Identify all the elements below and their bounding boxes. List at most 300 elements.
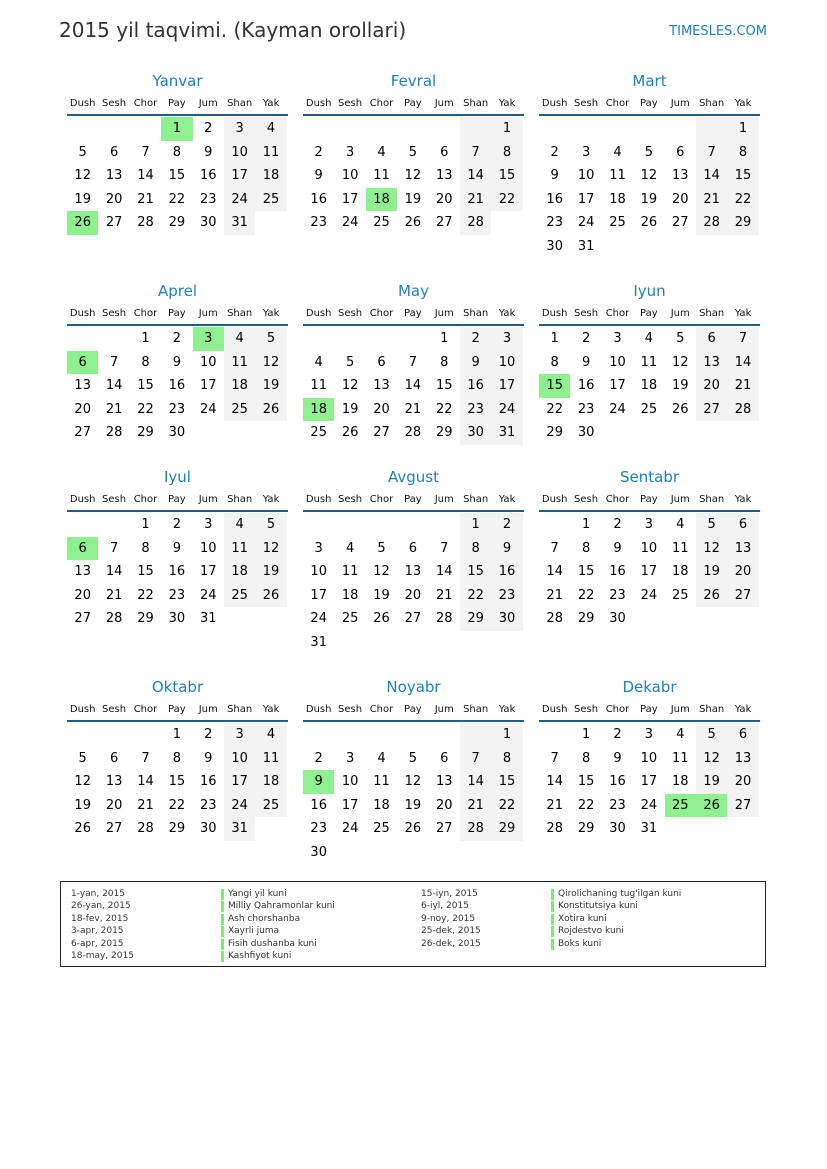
holiday-name: Ash chorshanba — [221, 913, 335, 925]
day-cell: 11 — [224, 537, 255, 561]
header-rule — [67, 324, 288, 326]
month-fevral — [303, 70, 524, 235]
day-cell: 26 — [696, 584, 727, 608]
day-cell: 10 — [640, 750, 658, 766]
day-cell: 18 — [373, 797, 390, 813]
empty-cell — [193, 421, 224, 445]
header-rule — [303, 324, 524, 326]
day-cell: 20 — [727, 560, 758, 584]
holiday-name: Qirolichaning tug'ilgan kuni — [551, 888, 681, 900]
day-cell: 2 — [204, 727, 213, 742]
month-name: Fevral — [390, 72, 437, 90]
day-cell: 10 — [640, 540, 658, 556]
day-cell: 14 — [546, 564, 563, 580]
day-cell: 2 — [613, 727, 622, 742]
month-avgust — [303, 466, 524, 655]
day-cell: 11 — [640, 354, 658, 370]
day-cell: 4 — [224, 327, 255, 351]
day-cell: 5 — [345, 354, 355, 370]
day-cell: 14 — [435, 564, 453, 580]
empty-cell — [334, 723, 365, 747]
weekday-label: Shan — [699, 494, 725, 505]
day-cell: 25 — [665, 794, 696, 818]
day-cell: 10 — [341, 774, 359, 790]
weekday-label: Sesh — [574, 308, 599, 319]
weekday-label: Chor — [605, 494, 630, 505]
day-cell: 1 — [491, 117, 522, 141]
day-cell: 3 — [314, 540, 323, 556]
day-cell: 1 — [550, 331, 559, 346]
day-cell: 25 — [224, 398, 255, 422]
day-cell: 25 — [255, 188, 286, 212]
day-cell: 4 — [676, 517, 685, 532]
weekday-label: Yak — [734, 494, 752, 505]
weekday-label: Chor — [369, 704, 394, 715]
empty-cell — [539, 513, 570, 537]
day-cell: 26 — [67, 211, 98, 235]
day-cell: 23 — [310, 215, 327, 231]
day-cell: 3 — [345, 750, 355, 766]
day-cell: 23 — [491, 584, 522, 608]
day-cell: 17 — [199, 378, 217, 394]
month-name: Aprel — [157, 282, 198, 300]
day-cell: 8 — [581, 540, 591, 556]
day-cell: 12 — [341, 378, 359, 394]
weekday-label: Chor — [605, 98, 630, 109]
day-cell: 5 — [408, 144, 417, 160]
day-cell: 22 — [168, 191, 186, 207]
day-cell: 21 — [727, 374, 758, 398]
day-cell: 17 — [199, 564, 217, 580]
day-cell: 15 — [577, 564, 595, 580]
weekday-label: Yak — [262, 308, 280, 319]
day-cell: 15 — [491, 164, 522, 188]
day-cell: 14 — [727, 351, 758, 375]
day-cell: 9 — [613, 750, 622, 766]
day-cell: 1 — [581, 727, 591, 742]
day-cell: 27 — [435, 821, 453, 837]
empty-cell — [633, 421, 664, 445]
day-cell: 12 — [671, 354, 689, 370]
day-cell: 3 — [491, 327, 522, 351]
weekday-label: Dush — [541, 704, 568, 715]
day-cell: 6 — [408, 540, 417, 556]
day-cell: 21 — [137, 191, 154, 207]
day-cell: 31 — [310, 634, 327, 650]
weekday-label: Yak — [262, 494, 280, 505]
day-cell: 22 — [577, 797, 595, 813]
legend-names-col1 — [221, 888, 335, 962]
day-cell: 30 — [199, 215, 217, 231]
weekday-label: Pay — [640, 308, 658, 319]
day-cell: 11 — [373, 168, 390, 184]
weekday-label: Yak — [734, 308, 752, 319]
day-cell: 3 — [224, 723, 255, 747]
weekday-label: Shan — [227, 98, 253, 109]
day-cell: 26 — [255, 398, 286, 422]
day-cell: 26 — [640, 215, 658, 231]
weekday-label: Pay — [640, 494, 658, 505]
day-cell: 22 — [460, 584, 491, 608]
weekday-label: Yak — [734, 98, 752, 109]
day-cell: 8 — [727, 141, 758, 165]
weekday-label: Yak — [498, 98, 516, 109]
day-cell: 8 — [491, 141, 522, 165]
day-cell: 21 — [460, 188, 491, 212]
header-rule — [67, 720, 288, 722]
empty-cell — [460, 631, 491, 655]
empty-cell — [303, 117, 334, 141]
day-cell: 24 — [491, 398, 522, 422]
day-cell: 16 — [199, 774, 217, 790]
day-cell: 11 — [341, 564, 359, 580]
day-cell: 27 — [105, 821, 123, 837]
empty-cell — [602, 235, 633, 259]
day-cell: 8 — [141, 354, 150, 370]
day-cell: 18 — [224, 374, 255, 398]
empty-cell — [397, 327, 428, 351]
day-cell: 15 — [460, 560, 491, 584]
day-cell: 14 — [105, 564, 123, 580]
holiday-name: Fisih dushanba kuni — [221, 938, 335, 950]
day-cell: 10 — [341, 168, 359, 184]
holiday-date: 1-yan, 2015 — [71, 889, 125, 899]
weekday-label: Yak — [262, 704, 280, 715]
day-cell: 15 — [539, 374, 570, 398]
empty-cell — [696, 817, 727, 841]
day-cell: 19 — [671, 378, 689, 394]
day-cell: 4 — [377, 144, 386, 160]
day-cell: 1 — [172, 727, 181, 742]
day-cell: 3 — [204, 517, 213, 532]
legend-dates-col1 — [71, 888, 134, 962]
day-cell: 16 — [460, 374, 491, 398]
day-cell: 30 — [310, 844, 327, 860]
day-cell: 24 — [341, 821, 359, 837]
day-grid — [539, 327, 760, 445]
day-cell: 5 — [255, 513, 286, 537]
day-cell: 5 — [78, 144, 87, 160]
day-cell: 7 — [141, 750, 150, 766]
weekday-label: Shan — [699, 704, 725, 715]
empty-cell — [130, 117, 161, 141]
day-cell: 21 — [105, 401, 123, 417]
day-grid — [303, 117, 524, 235]
day-cell: 21 — [460, 794, 491, 818]
weekday-label: Jum — [434, 494, 454, 505]
day-cell: 30 — [546, 238, 563, 254]
day-cell: 5 — [255, 327, 286, 351]
empty-cell — [460, 117, 491, 141]
day-cell: 7 — [109, 354, 119, 370]
month-name: May — [397, 282, 429, 300]
empty-cell — [303, 327, 334, 351]
month-may — [303, 280, 524, 445]
weekday-label: Jum — [434, 98, 454, 109]
day-cell: 8 — [550, 354, 559, 370]
day-cell: 5 — [696, 723, 727, 747]
day-cell: 26 — [696, 794, 727, 818]
weekday-label: Dush — [541, 98, 568, 109]
day-cell: 24 — [199, 401, 217, 417]
day-cell: 6 — [727, 723, 758, 747]
day-cell: 6 — [67, 351, 98, 375]
weekday-label: Jum — [434, 704, 454, 715]
day-cell: 2 — [613, 517, 622, 532]
day-cell: 9 — [581, 354, 591, 370]
day-cell: 31 — [577, 238, 595, 254]
empty-cell — [665, 421, 696, 445]
day-cell: 11 — [310, 378, 327, 394]
day-cell: 16 — [168, 378, 186, 394]
empty-cell — [255, 817, 286, 841]
empty-cell — [491, 211, 522, 235]
weekday-label: Jum — [198, 98, 218, 109]
weekday-header — [67, 490, 288, 510]
day-cell: 16 — [609, 564, 626, 580]
weekday-label: Dush — [305, 704, 332, 715]
day-cell: 18 — [609, 191, 626, 207]
weekday-header — [67, 304, 288, 324]
month-name: Yanvar — [152, 72, 203, 90]
day-cell: 30 — [168, 611, 186, 627]
day-cell: 20 — [74, 587, 91, 603]
weekday-label: Shan — [227, 494, 253, 505]
holiday-date: 18-may, 2015 — [71, 951, 134, 962]
weekday-label: Pay — [168, 98, 186, 109]
empty-cell — [67, 117, 98, 141]
day-cell: 17 — [224, 164, 255, 188]
day-cell: 11 — [224, 351, 255, 375]
header-rule — [67, 114, 288, 116]
day-cell: 17 — [341, 797, 359, 813]
empty-cell — [397, 723, 428, 747]
empty-cell — [696, 421, 727, 445]
weekday-header — [67, 94, 288, 114]
day-cell: 14 — [105, 378, 123, 394]
empty-cell — [334, 631, 365, 655]
brand-link[interactable]: TIMESLES.COM — [669, 24, 767, 39]
day-cell: 6 — [440, 750, 449, 766]
header-rule — [303, 114, 524, 116]
day-cell: 1 — [141, 517, 150, 532]
day-cell: 9 — [204, 750, 213, 766]
empty-cell — [303, 723, 334, 747]
day-cell: 19 — [255, 374, 286, 398]
day-cell: 7 — [460, 141, 491, 165]
day-cell: 19 — [404, 797, 422, 813]
empty-cell — [429, 513, 460, 537]
day-cell: 7 — [550, 540, 559, 556]
day-cell: 27 — [74, 611, 91, 627]
weekday-label: Sesh — [338, 98, 363, 109]
day-cell: 24 — [577, 215, 595, 231]
day-cell: 9 — [550, 168, 559, 184]
empty-cell — [602, 117, 633, 141]
weekday-label: Chor — [133, 704, 158, 715]
day-cell: 7 — [460, 747, 491, 771]
day-cell: 15 — [137, 564, 154, 580]
day-cell: 24 — [609, 401, 626, 417]
weekday-label: Shan — [699, 308, 725, 319]
day-cell: 22 — [727, 188, 758, 212]
day-cell: 26 — [404, 821, 422, 837]
empty-cell — [98, 513, 129, 537]
weekday-label: Dush — [69, 308, 96, 319]
day-cell: 7 — [141, 144, 150, 160]
day-cell: 31 — [224, 211, 255, 235]
day-cell: 12 — [74, 774, 91, 790]
day-cell: 27 — [373, 425, 390, 441]
day-grid — [67, 327, 288, 445]
empty-cell — [366, 841, 397, 865]
day-cell: 29 — [546, 425, 563, 441]
empty-cell — [491, 841, 522, 865]
weekday-label: Chor — [133, 98, 158, 109]
day-cell: 11 — [671, 750, 689, 766]
day-cell: 21 — [105, 587, 123, 603]
day-cell: 3 — [224, 117, 255, 141]
day-cell: 13 — [74, 378, 91, 394]
page-title: 2015 yil taqvimi. (Kayman orollari) — [59, 18, 407, 42]
day-cell: 8 — [141, 540, 150, 556]
day-cell: 29 — [491, 817, 522, 841]
day-cell: 24 — [224, 188, 255, 212]
day-cell: 15 — [137, 378, 154, 394]
day-cell: 25 — [609, 215, 626, 231]
day-cell: 4 — [255, 117, 286, 141]
day-cell: 12 — [696, 747, 727, 771]
day-cell: 2 — [314, 144, 323, 160]
day-cell: 5 — [377, 540, 386, 556]
day-grid — [67, 513, 288, 631]
day-cell: 12 — [404, 774, 422, 790]
day-cell: 28 — [105, 425, 123, 441]
day-cell: 2 — [172, 331, 181, 346]
day-cell: 8 — [460, 537, 491, 561]
holiday-name: Rojdestvo kuni — [551, 925, 681, 937]
day-cell: 20 — [727, 770, 758, 794]
day-cell: 25 — [310, 425, 327, 441]
weekday-header — [303, 94, 524, 114]
month-yanvar — [67, 70, 288, 235]
day-cell: 29 — [137, 425, 154, 441]
day-cell: 18 — [224, 560, 255, 584]
weekday-header — [303, 490, 524, 510]
weekday-label: Jum — [198, 494, 218, 505]
weekday-label: Dush — [69, 704, 96, 715]
day-cell: 14 — [546, 774, 563, 790]
day-cell: 23 — [460, 398, 491, 422]
weekday-label: Shan — [463, 98, 489, 109]
empty-cell — [98, 327, 129, 351]
day-cell: 27 — [727, 794, 758, 818]
day-cell: 3 — [613, 331, 622, 346]
day-cell: 28 — [460, 817, 491, 841]
empty-cell — [334, 327, 365, 351]
day-cell: 21 — [696, 188, 727, 212]
day-cell: 27 — [435, 215, 453, 231]
empty-cell — [696, 117, 727, 141]
month-oktabr — [67, 676, 288, 841]
empty-cell — [334, 841, 365, 865]
day-cell: 27 — [727, 584, 758, 608]
day-cell: 9 — [172, 354, 181, 370]
empty-cell — [397, 841, 428, 865]
weekday-label: Yak — [498, 494, 516, 505]
day-cell: 19 — [373, 587, 390, 603]
empty-cell — [224, 607, 255, 631]
day-cell: 15 — [435, 378, 453, 394]
weekday-label: Shan — [463, 704, 489, 715]
day-cell: 3 — [581, 144, 591, 160]
holiday-date: 6-apr, 2015 — [71, 938, 124, 949]
day-cell: 21 — [546, 587, 563, 603]
day-cell: 20 — [696, 374, 727, 398]
day-cell: 7 — [727, 327, 758, 351]
day-cell: 27 — [74, 425, 91, 441]
day-cell: 23 — [199, 797, 217, 813]
day-grid — [67, 723, 288, 841]
day-cell: 4 — [314, 354, 323, 370]
day-cell: 22 — [577, 587, 595, 603]
header-rule — [303, 510, 524, 512]
day-cell: 8 — [172, 144, 181, 160]
day-cell: 23 — [168, 401, 186, 417]
day-cell: 16 — [199, 168, 217, 184]
weekday-label: Pay — [168, 704, 186, 715]
month-iyul — [67, 466, 288, 631]
day-cell: 30 — [609, 821, 626, 837]
day-cell: 24 — [224, 794, 255, 818]
day-cell: 17 — [609, 378, 626, 394]
day-cell: 28 — [460, 211, 491, 235]
empty-cell — [539, 723, 570, 747]
day-cell: 6 — [676, 144, 685, 160]
day-cell: 14 — [137, 168, 154, 184]
empty-cell — [397, 117, 428, 141]
day-cell: 31 — [199, 611, 217, 627]
day-cell: 10 — [224, 141, 255, 165]
day-cell: 28 — [105, 611, 123, 627]
day-cell: 28 — [546, 611, 563, 627]
empty-cell — [665, 817, 696, 841]
empty-cell — [366, 723, 397, 747]
day-cell: 25 — [671, 587, 689, 603]
day-cell: 10 — [199, 540, 217, 556]
empty-cell — [727, 817, 758, 841]
empty-cell — [429, 117, 460, 141]
weekday-label: Dush — [305, 308, 332, 319]
weekday-label: Pay — [640, 98, 658, 109]
weekday-label: Dush — [305, 98, 332, 109]
empty-cell — [665, 117, 696, 141]
day-cell: 19 — [404, 191, 422, 207]
day-cell: 13 — [373, 378, 390, 394]
day-cell: 19 — [696, 770, 727, 794]
day-cell: 2 — [491, 513, 522, 537]
header-rule — [539, 114, 760, 116]
header-rule — [539, 324, 760, 326]
day-cell: 21 — [137, 797, 154, 813]
day-cell: 12 — [74, 168, 91, 184]
day-cell: 7 — [109, 540, 119, 556]
month-aprel — [67, 280, 288, 445]
day-cell: 5 — [676, 331, 685, 346]
day-cell: 13 — [74, 564, 91, 580]
day-cell: 2 — [172, 517, 181, 532]
day-cell: 20 — [105, 797, 123, 813]
